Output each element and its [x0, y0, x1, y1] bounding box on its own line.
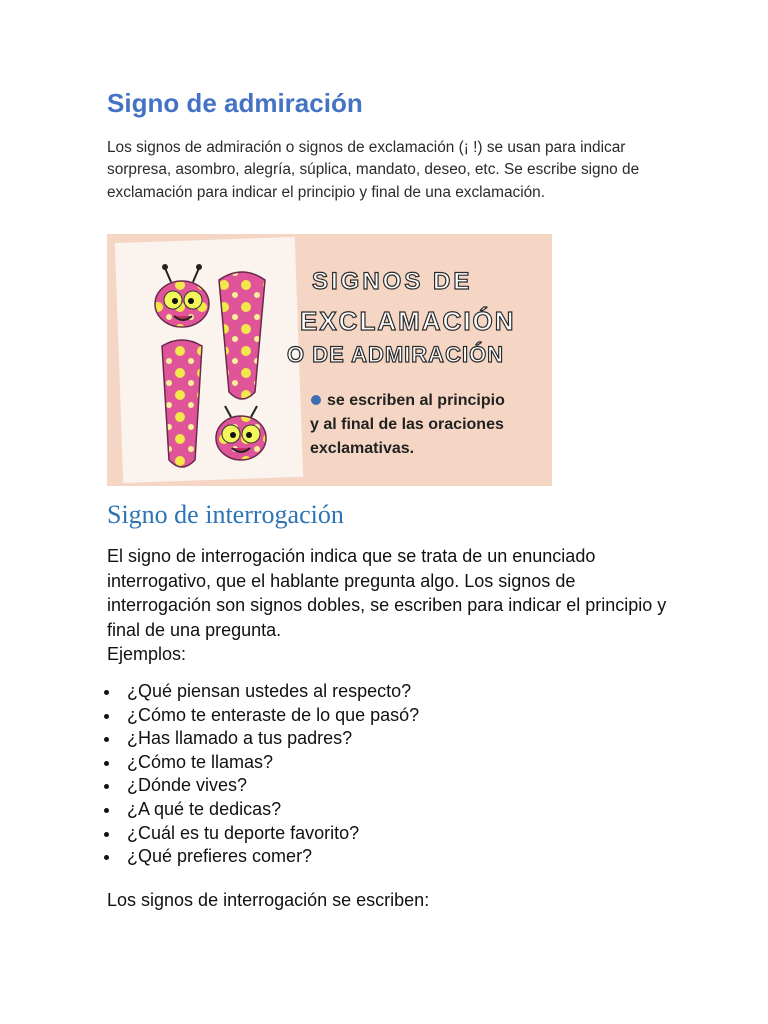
list-item: ¿Qué piensan ustedes al respecto? [107, 680, 419, 704]
illustration-heading-line2: EXCLAMACIÓN [300, 306, 516, 336]
list-item: ¿Cómo te enteraste de lo que pasó? [107, 704, 419, 728]
illustration-caption-line3: exclamativas. [310, 440, 415, 457]
list-item: ¿Cómo te llamas? [107, 751, 419, 775]
section-title-admiracion: Signo de admiración [107, 88, 363, 118]
interrogacion-body: El signo de interrogación indica que se trata de un enunciado interrogativo, que el hablante pregunta algo. Los signos de interrogación son signos dobles, se escriben para indicar el principio y final de una pregunta. [107, 546, 667, 640]
examples-label: Ejemplos: [107, 644, 187, 664]
illustration-caption-line2: y al final de las oraciones [310, 416, 504, 433]
examples-list [107, 680, 419, 869]
list-item: ¿Cuál es tu deporte favorito? [107, 822, 419, 846]
list-item: ¿Qué prefieres comer? [107, 845, 419, 869]
list-item: ¿Dónde vives? [107, 774, 419, 798]
intro-paragraph: Los signos de admiración o signos de exclamación (¡ !) se usan para indicar sorpresa, asombro, alegría, súplica, mandato, deseo, etc. Se escribe signo de exclamación para indicar el principio y final de una exclamación. [107, 139, 640, 201]
closing-paragraph: Los signos de interrogación se escriben: [107, 890, 430, 910]
exclamation-illustration [107, 234, 552, 486]
list-item: ¿A qué te dedicas? [107, 798, 419, 822]
section-title-interrogacion: Signo de interrogación [107, 500, 344, 529]
illustration-heading-line3: O DE ADMIRACIÓN [287, 342, 505, 367]
illustration-heading-line1: SIGNOS DE [312, 268, 473, 295]
interrogacion-paragraph [107, 544, 667, 667]
list-item: ¿Has llamado a tus padres? [107, 727, 419, 751]
caption-bullet-icon [311, 395, 321, 405]
illustration-caption-line1: se escriben al principio [327, 392, 505, 409]
